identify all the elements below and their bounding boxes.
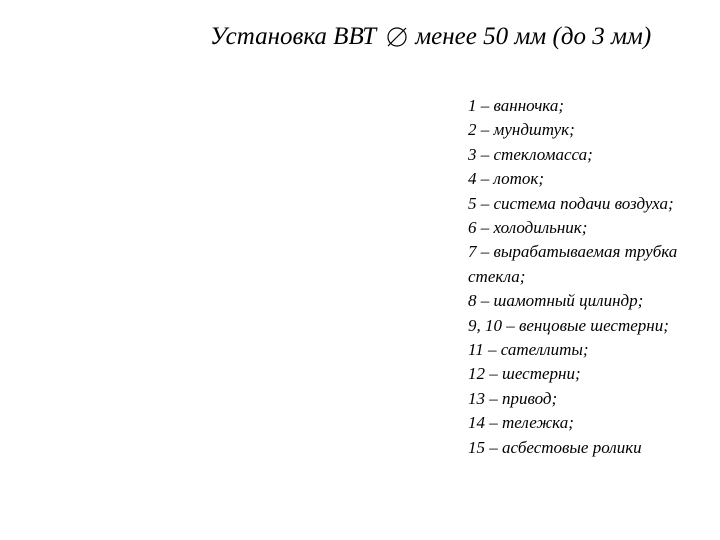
legend-item-3: 3 – стекломасса; — [468, 144, 593, 164]
legend-item-8: 8 – шамотный цилиндр; — [468, 291, 644, 311]
legend-item-11: 11 – сателлиты; — [468, 340, 589, 360]
legend-item-4: 4 – лоток; — [468, 169, 545, 189]
legend-list — [468, 94, 720, 460]
legend-item-13: 13 – привод; — [468, 388, 558, 408]
legend-item-14: 14 – тележка; — [468, 413, 574, 433]
legend-item-2: 2 – мундштук; — [468, 120, 575, 140]
legend-item-12: 12 – шестерни; — [468, 364, 581, 384]
title-text-after: менее 50 мм (до 3 мм) — [415, 23, 652, 50]
legend-item-15: 15 – асбестовые ролики — [468, 437, 642, 457]
title-text-before: Установка ВВТ — [210, 23, 377, 50]
legend-item-9-10: 9, 10 – венцовые шестерни; — [468, 315, 669, 335]
legend-item-1: 1 – ванночка; — [468, 96, 564, 115]
legend-item-5: 5 – система подачи воздуха; — [468, 193, 674, 213]
legend-item-7: 7 – вырабатываемая трубка стекла; — [468, 242, 678, 286]
slide-title — [210, 20, 651, 54]
diameter-icon — [385, 25, 409, 49]
legend-item-6: 6 – холодильник; — [468, 218, 588, 238]
